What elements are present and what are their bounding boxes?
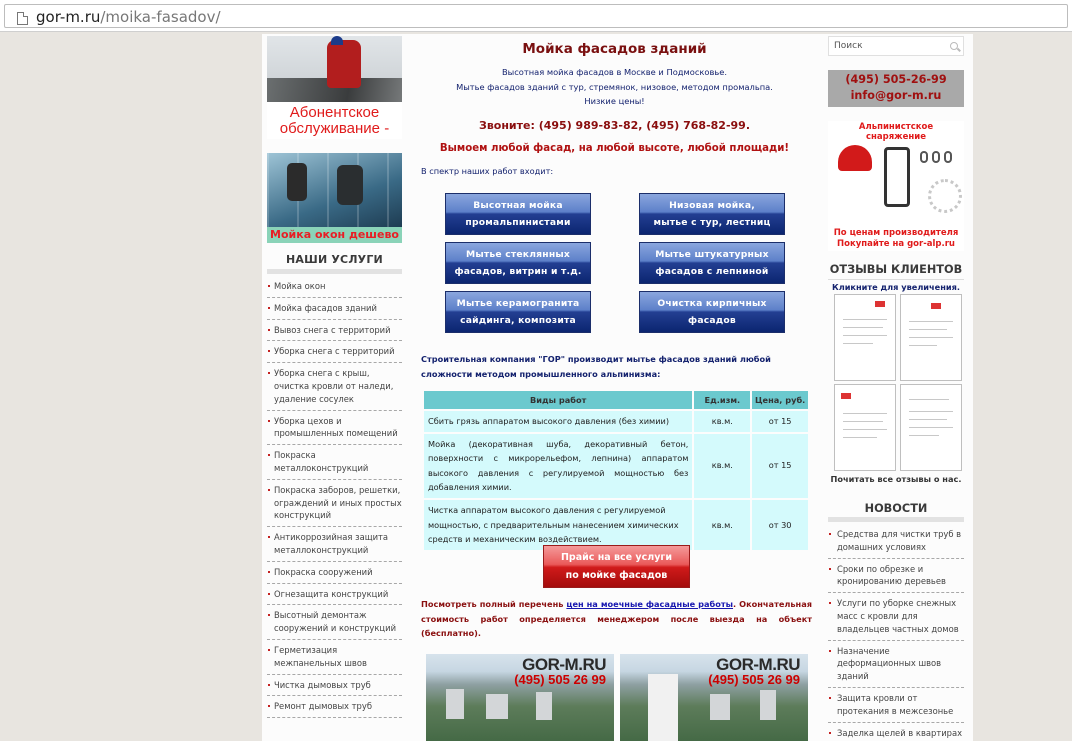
note-text: . Окончательная стоимость работ определяется менеджером после выезда на объект (бесплатно). xyxy=(421,599,812,638)
unit-cell: кв.м. xyxy=(694,434,750,498)
alp-caption-line: Покупайте на gor-alp.ru xyxy=(837,239,955,249)
news-item[interactable]: Сроки по обрезке и кронированию деревьев xyxy=(828,559,964,594)
building-shape xyxy=(536,692,552,720)
button-label: фасадов с лепниной xyxy=(655,266,769,277)
news-item[interactable]: Назначение деформационных швов зданий xyxy=(828,641,964,688)
button-label: фасадов, витрин и т.д. xyxy=(454,266,582,277)
text-line xyxy=(843,327,883,328)
text-line xyxy=(909,399,949,400)
text-line xyxy=(843,421,883,422)
services-menu-item[interactable]: Покраска сооружений xyxy=(267,562,402,584)
contact-phone: (495) 505-26-99 xyxy=(845,73,947,86)
carabiner-icon xyxy=(920,151,928,163)
divider xyxy=(267,269,402,274)
promo-phone: (495) 505 26 99 xyxy=(514,672,606,687)
left-sidebar xyxy=(267,36,402,718)
services-menu-item[interactable]: Антикоррозийная защита металлоконструкций xyxy=(267,527,402,562)
search-icon[interactable] xyxy=(950,42,958,50)
services-menu-item[interactable]: Уборка снега с крыш, очистка кровли от наледи, удаление сосулек xyxy=(267,363,402,410)
slogan-text: Вымоем любой фасад, на любой высоте, любой площади! xyxy=(439,142,790,154)
promo-brand-name: GOR-M.RU xyxy=(716,655,800,674)
services-menu xyxy=(267,276,402,718)
rope-icon xyxy=(928,179,962,213)
building-shape xyxy=(648,674,678,741)
services-menu-item[interactable]: Ремонт дымовых труб xyxy=(267,696,402,718)
worker-figure xyxy=(327,40,361,88)
page-title: Мойка фасадов зданий xyxy=(522,41,707,57)
contact-email[interactable]: info@gor-m.ru xyxy=(850,89,942,102)
text-line xyxy=(909,337,953,338)
button-label: Низовая мойка, xyxy=(669,200,755,211)
helmet-icon xyxy=(838,145,872,171)
promo-brand-name: GOR-M.RU xyxy=(522,655,606,674)
service-button-low-rise[interactable] xyxy=(639,193,785,235)
climber-figure xyxy=(337,165,363,205)
subscription-banner[interactable] xyxy=(267,36,402,139)
button-label: фасадов xyxy=(688,315,736,326)
subscription-banner-text: Абонентское обслуживание - xyxy=(267,102,402,139)
reviews-gallery xyxy=(828,294,964,478)
alp-banner-caption xyxy=(828,228,964,250)
service-button-brick[interactable] xyxy=(639,291,785,333)
column-header: Цена, руб. xyxy=(752,391,808,409)
price-cell: от 15 xyxy=(752,434,808,498)
alp-equipment-banner[interactable] xyxy=(828,121,964,251)
services-menu-item[interactable]: Мойка фасадов зданий xyxy=(267,298,402,320)
page-icon xyxy=(17,12,28,25)
text-line xyxy=(843,319,887,320)
news-title: НОВОСТИ xyxy=(864,502,928,515)
services-menu-item[interactable]: Вывоз снега с территорий xyxy=(267,320,402,342)
table-row xyxy=(424,434,808,498)
button-label: Мытье стеклянных xyxy=(465,249,570,260)
work-cell: Чистка аппаратом высокого давления с регулируемой мощностью, с предварительным нанесением химических средств и механическим воздействием. xyxy=(424,500,692,550)
button-label: Очистка кирпичных xyxy=(657,298,767,309)
button-label: промальпинистами xyxy=(465,217,571,228)
promo-phone: (495) 505 26 99 xyxy=(708,672,800,687)
divider xyxy=(828,517,964,522)
button-label: по мойке фасадов xyxy=(565,570,668,581)
building-shape xyxy=(710,694,730,720)
service-button-high-rise[interactable] xyxy=(445,193,591,235)
browser-address-bar xyxy=(0,0,1072,32)
service-button-ceramic[interactable] xyxy=(445,291,591,333)
main-content xyxy=(412,34,817,687)
review-thumbnail[interactable] xyxy=(900,384,962,471)
services-menu-item[interactable]: Уборка цехов и промышленных помещений xyxy=(267,411,402,446)
work-cell: Сбить грязь аппаратом высокого давления (без химии) xyxy=(424,411,692,432)
text-line xyxy=(909,427,953,428)
search-placeholder: Поиск xyxy=(834,41,863,51)
window-cleaning-banner[interactable] xyxy=(267,153,402,243)
text-line xyxy=(909,321,953,322)
news-list xyxy=(828,524,964,741)
price-list-link[interactable]: цен на моечные фасадные работы xyxy=(566,599,734,609)
helmet-shape xyxy=(331,36,343,45)
services-menu-item[interactable]: Чистка дымовых труб xyxy=(267,675,402,697)
text-line xyxy=(909,419,947,420)
services-menu-item[interactable]: Мойка окон xyxy=(267,276,402,298)
text-line xyxy=(909,345,937,346)
text-line xyxy=(843,429,887,430)
letterhead-mark xyxy=(931,303,941,309)
url-path: /moika-fasadov/ xyxy=(100,8,221,26)
service-button-plaster[interactable] xyxy=(639,242,785,284)
review-thumbnail[interactable] xyxy=(834,384,896,471)
carabiner-icon xyxy=(932,151,940,163)
button-label: Высотная мойка xyxy=(473,200,563,211)
news-item[interactable]: Заделка щелей в квартирах xyxy=(828,723,964,741)
building-shape xyxy=(486,694,508,719)
text-line xyxy=(909,411,953,412)
text-line xyxy=(909,329,947,330)
table-header-row xyxy=(424,391,808,409)
services-menu-item[interactable]: Уборка снега с территорий xyxy=(267,341,402,363)
intro-text xyxy=(412,65,817,109)
url-field[interactable] xyxy=(4,4,1068,28)
services-intro: В спектр наших работ входит: xyxy=(421,165,554,176)
climber-figure xyxy=(287,163,307,201)
letterhead-mark xyxy=(875,301,885,307)
work-cell: Мойка (декоративная шуба, декоративный бетон, поверхности с микрорельефом, лепнина) аппаратом высокого давления с регулируемой мощностью без добавления химии. xyxy=(424,434,692,498)
button-label: сайдинга, композита xyxy=(460,315,576,326)
services-menu-item[interactable]: Высотный демонтаж сооружений и конструкций xyxy=(267,605,402,640)
button-label: Мытье керамогранита xyxy=(456,298,580,309)
building-shape xyxy=(760,690,776,720)
review-thumbnail[interactable] xyxy=(900,294,962,381)
promo-image[interactable] xyxy=(426,654,614,741)
button-label: Мытье штукатурных xyxy=(655,249,769,260)
intro-line: Мытье фасадов зданий с тур, стремянок, низовое, методом промальпа. xyxy=(456,81,773,92)
reviews-hint: Кликните для увеличения. xyxy=(828,279,964,292)
search-input[interactable] xyxy=(828,36,964,56)
right-sidebar xyxy=(828,36,964,741)
reviews-title: ОТЗЫВЫ КЛИЕНТОВ xyxy=(829,263,963,276)
harness-icon xyxy=(884,147,910,207)
column-header: Ед.изм. xyxy=(694,391,750,409)
price-cell: от 15 xyxy=(752,411,808,432)
alp-banner-title xyxy=(828,122,964,142)
services-title: НАШИ УСЛУГИ xyxy=(286,253,383,266)
text-line xyxy=(843,413,887,414)
price-table xyxy=(422,389,810,552)
text-line xyxy=(843,437,877,438)
promo-image[interactable] xyxy=(620,654,808,741)
unit-cell: кв.м. xyxy=(694,500,750,550)
phone-text: Звоните: (495) 989-83-82, (495) 768-82-99. xyxy=(479,118,750,132)
price-cell: от 30 xyxy=(752,500,808,550)
column-header: Виды работ xyxy=(424,391,692,409)
intro-line: Высотная мойка фасадов в Москве и Подмосковье. xyxy=(501,67,728,77)
carabiner-icon xyxy=(944,151,952,163)
table-row xyxy=(424,411,808,432)
services-menu-item[interactable]: Покраска заборов, решетки, ограждений и иных простых конструкций xyxy=(267,480,402,527)
company-description: Строительная компания "ГОР" производит мытье фасадов зданий любой сложности методом промышленного альпинизма: xyxy=(421,354,771,379)
button-label: мытье с тур, лестниц xyxy=(653,217,771,228)
services-menu-item[interactable]: Огнезащита конструкций xyxy=(267,584,402,606)
review-thumbnail[interactable] xyxy=(834,294,896,381)
service-button-glass[interactable] xyxy=(445,242,591,284)
all-reviews-link[interactable]: Почитать все отзывы о нас. xyxy=(830,474,962,484)
intro-line: Низкие цены! xyxy=(584,96,645,106)
note-text: Посмотреть полный перечень xyxy=(421,599,567,609)
contact-box xyxy=(828,70,964,107)
news-item[interactable]: Услуги по уборке снежных масс с кровли для владельцев частных домов xyxy=(828,593,964,640)
alp-caption-line: По ценам производителя xyxy=(833,228,959,238)
table-row xyxy=(424,500,808,550)
services-menu-item[interactable]: Герметизация межпанельных швов xyxy=(267,640,402,675)
services-menu-item[interactable]: Покраска металлоконструкций xyxy=(267,445,402,480)
page-content xyxy=(262,34,973,741)
building-shape xyxy=(446,689,464,719)
alp-title-line: Альпинистское xyxy=(858,122,934,132)
letterhead-mark xyxy=(841,393,851,399)
alp-title-line: снаряжение xyxy=(865,132,926,142)
promo-brand xyxy=(708,655,800,687)
text-line xyxy=(909,435,939,436)
unit-cell: кв.м. xyxy=(694,411,750,432)
news-item[interactable]: Средства для чистки труб в домашних условиях xyxy=(828,524,964,559)
button-label: Прайс на все услуги xyxy=(560,552,673,563)
url-text[interactable] xyxy=(36,8,221,26)
price-note xyxy=(421,597,812,641)
news-item[interactable]: Защита кровли от протекания в межсезонье xyxy=(828,688,964,723)
url-domain: gor-m.ru xyxy=(36,8,101,26)
text-line xyxy=(843,335,887,336)
price-list-button[interactable] xyxy=(543,545,690,588)
promo-brand xyxy=(514,655,606,687)
window-cleaning-banner-text: Мойка окон дешево xyxy=(267,227,402,243)
text-line xyxy=(843,343,873,344)
